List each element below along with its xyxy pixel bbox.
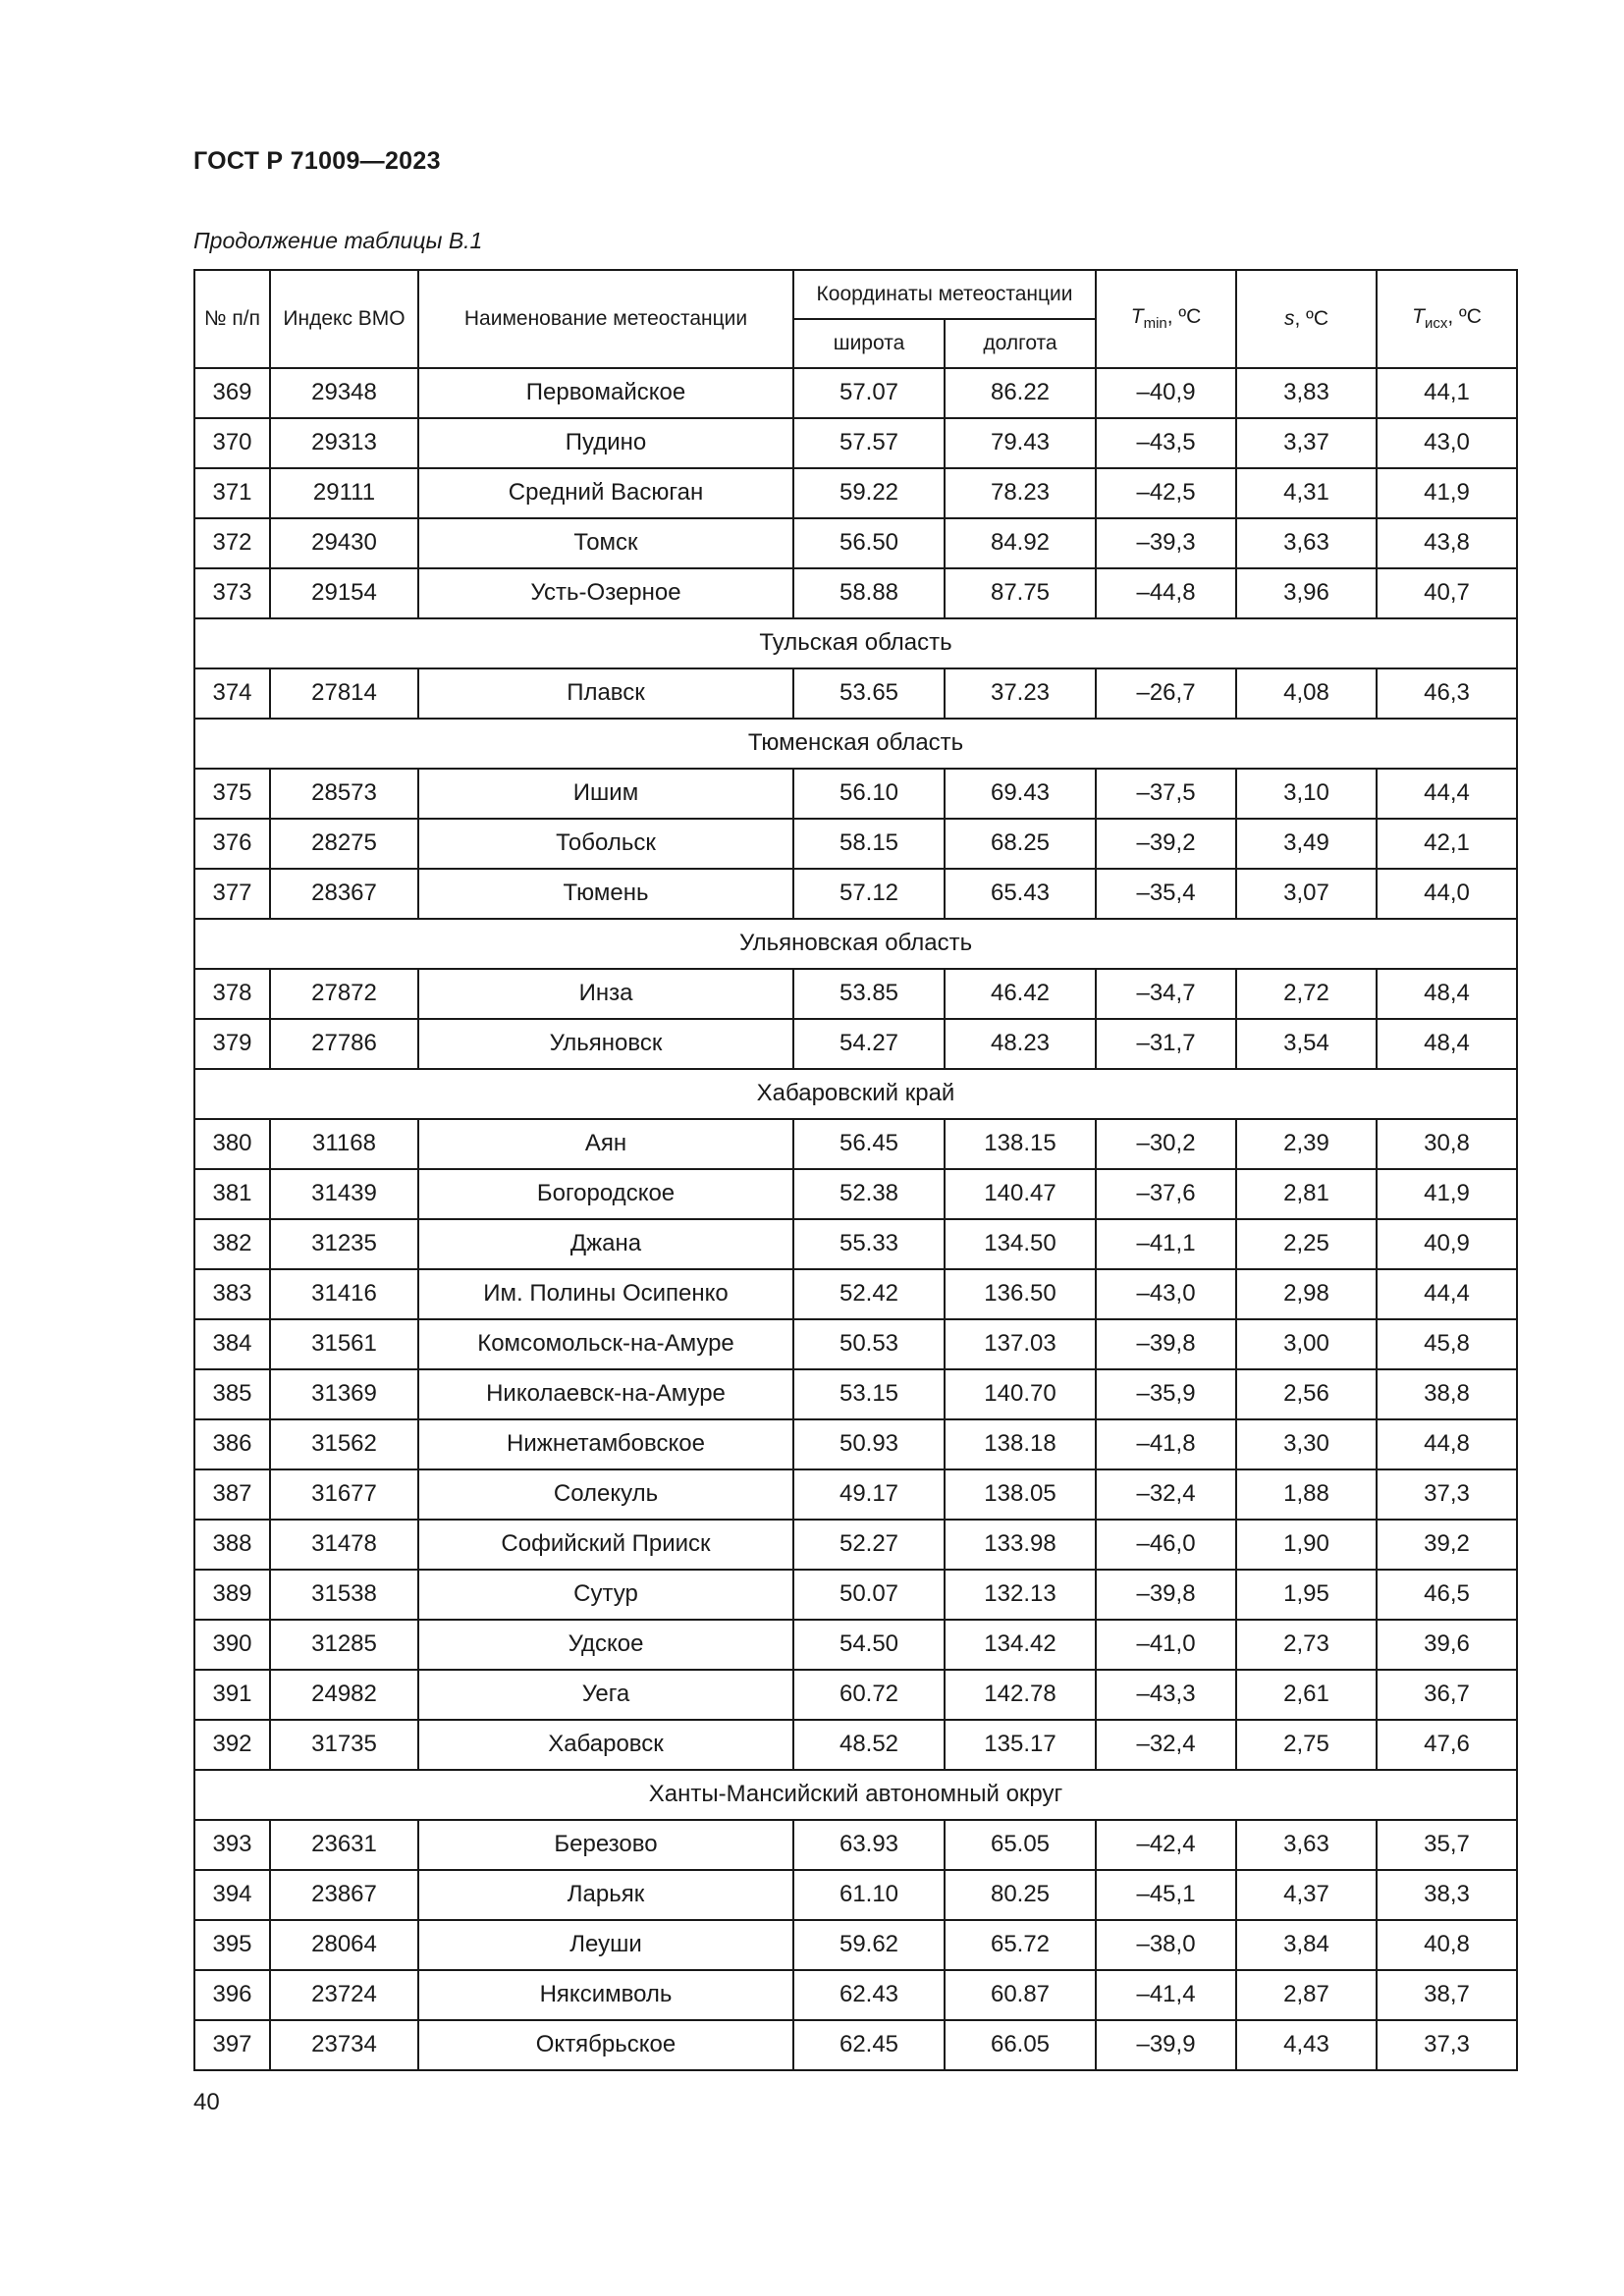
cell-station-name: Нижнетамбовское [418, 1419, 793, 1469]
cell-number: 369 [194, 368, 270, 418]
table-row [194, 468, 1517, 518]
cell-tmin: –42,4 [1096, 1820, 1236, 1870]
cell-s: 2,87 [1236, 1970, 1377, 2020]
cell-s: 2,25 [1236, 1219, 1377, 1269]
cell-wmo-index: 23631 [270, 1820, 418, 1870]
cell-number: 372 [194, 518, 270, 568]
cell-latitude: 53.65 [793, 668, 945, 719]
col-header-longitude: долгота [945, 319, 1096, 368]
cell-tisx: 43,0 [1377, 418, 1517, 468]
document-title: ГОСТ Р 71009—2023 [193, 147, 441, 175]
cell-tmin: –30,2 [1096, 1119, 1236, 1169]
cell-number: 375 [194, 769, 270, 819]
cell-number: 393 [194, 1820, 270, 1870]
col-header-s: s, ºС [1236, 270, 1377, 368]
cell-tisx: 40,9 [1377, 1219, 1517, 1269]
cell-longitude: 87.75 [945, 568, 1096, 618]
cell-latitude: 61.10 [793, 1870, 945, 1920]
cell-longitude: 142.78 [945, 1670, 1096, 1720]
col-header-coordinates: Координаты метеостанции [793, 270, 1096, 319]
cell-tisx: 46,3 [1377, 668, 1517, 719]
cell-s: 2,75 [1236, 1720, 1377, 1770]
cell-wmo-index: 28573 [270, 769, 418, 819]
region-name: Ульяновская область [194, 919, 1517, 969]
table-row [194, 819, 1517, 869]
cell-tmin: –40,9 [1096, 368, 1236, 418]
cell-number: 378 [194, 969, 270, 1019]
cell-longitude: 60.87 [945, 1970, 1096, 2020]
cell-number: 381 [194, 1169, 270, 1219]
cell-longitude: 79.43 [945, 418, 1096, 468]
table-row [194, 1920, 1517, 1970]
table-row [194, 1820, 1517, 1870]
cell-station-name: Аян [418, 1119, 793, 1169]
table-row [194, 418, 1517, 468]
cell-latitude: 57.12 [793, 869, 945, 919]
region-row [194, 618, 1517, 668]
cell-longitude: 135.17 [945, 1720, 1096, 1770]
cell-tmin: –41,4 [1096, 1970, 1236, 2020]
cell-latitude: 49.17 [793, 1469, 945, 1520]
cell-tmin: –43,5 [1096, 418, 1236, 468]
cell-longitude: 138.05 [945, 1469, 1096, 1520]
cell-wmo-index: 29430 [270, 518, 418, 568]
cell-number: 379 [194, 1019, 270, 1069]
cell-number: 385 [194, 1369, 270, 1419]
cell-station-name: Уега [418, 1670, 793, 1720]
table-row [194, 1520, 1517, 1570]
region-name: Ханты-Мансийский автономный округ [194, 1770, 1517, 1820]
table-row [194, 368, 1517, 418]
cell-tisx: 39,6 [1377, 1620, 1517, 1670]
cell-tisx: 39,2 [1377, 1520, 1517, 1570]
cell-number: 374 [194, 668, 270, 719]
table-row [194, 1319, 1517, 1369]
cell-wmo-index: 31677 [270, 1469, 418, 1520]
cell-tisx: 44,4 [1377, 1269, 1517, 1319]
cell-number: 397 [194, 2020, 270, 2070]
cell-station-name: Комсомольск-на-Амуре [418, 1319, 793, 1369]
table-row [194, 1469, 1517, 1520]
cell-tmin: –34,7 [1096, 969, 1236, 1019]
table-row [194, 1219, 1517, 1269]
col-header-number: № п/п [194, 270, 270, 368]
cell-latitude: 52.27 [793, 1520, 945, 1570]
cell-s: 4,37 [1236, 1870, 1377, 1920]
cell-tisx: 48,4 [1377, 1019, 1517, 1069]
cell-number: 384 [194, 1319, 270, 1369]
cell-tisx: 35,7 [1377, 1820, 1517, 1870]
cell-tmin: –41,1 [1096, 1219, 1236, 1269]
cell-station-name: Солекуль [418, 1469, 793, 1520]
cell-wmo-index: 24982 [270, 1670, 418, 1720]
cell-s: 3,37 [1236, 418, 1377, 468]
cell-latitude: 53.85 [793, 969, 945, 1019]
cell-latitude: 56.50 [793, 518, 945, 568]
cell-wmo-index: 27872 [270, 969, 418, 1019]
cell-tisx: 37,3 [1377, 2020, 1517, 2070]
cell-longitude: 48.23 [945, 1019, 1096, 1069]
cell-tisx: 44,4 [1377, 769, 1517, 819]
col-header-wmo-index: Индекс ВМО [270, 270, 418, 368]
cell-station-name: Няксимволь [418, 1970, 793, 2020]
cell-tisx: 38,3 [1377, 1870, 1517, 1920]
cell-tmin: –43,3 [1096, 1670, 1236, 1720]
cell-wmo-index: 29111 [270, 468, 418, 518]
cell-latitude: 59.62 [793, 1920, 945, 1970]
cell-longitude: 133.98 [945, 1520, 1096, 1570]
table-row [194, 2020, 1517, 2070]
cell-longitude: 78.23 [945, 468, 1096, 518]
cell-latitude: 54.50 [793, 1620, 945, 1670]
cell-station-name: Пудино [418, 418, 793, 468]
cell-tisx: 42,1 [1377, 819, 1517, 869]
cell-s: 1,88 [1236, 1469, 1377, 1520]
cell-wmo-index: 27814 [270, 668, 418, 719]
cell-tmin: –37,5 [1096, 769, 1236, 819]
cell-s: 3,10 [1236, 769, 1377, 819]
cell-tmin: –42,5 [1096, 468, 1236, 518]
cell-wmo-index: 23724 [270, 1970, 418, 2020]
cell-number: 371 [194, 468, 270, 518]
cell-s: 3,49 [1236, 819, 1377, 869]
cell-tisx: 41,9 [1377, 1169, 1517, 1219]
cell-station-name: Удское [418, 1620, 793, 1670]
cell-s: 2,72 [1236, 969, 1377, 1019]
cell-longitude: 140.47 [945, 1169, 1096, 1219]
col-header-tisx: $T_{исх}$, ºС [1377, 270, 1517, 368]
cell-tmin: –35,4 [1096, 869, 1236, 919]
page-number: 40 [193, 2089, 220, 2115]
cell-station-name: Богородское [418, 1169, 793, 1219]
cell-tmin: –37,6 [1096, 1169, 1236, 1219]
cell-s: 2,39 [1236, 1119, 1377, 1169]
cell-station-name: Им. Полины Осипенко [418, 1269, 793, 1319]
cell-longitude: 134.50 [945, 1219, 1096, 1269]
cell-number: 387 [194, 1469, 270, 1520]
cell-tisx: 40,8 [1377, 1920, 1517, 1970]
table-row [194, 1369, 1517, 1419]
cell-tisx: 44,0 [1377, 869, 1517, 919]
table-row [194, 1019, 1517, 1069]
cell-latitude: 50.53 [793, 1319, 945, 1369]
cell-s: 3,30 [1236, 1419, 1377, 1469]
cell-wmo-index: 29348 [270, 368, 418, 418]
cell-wmo-index: 31735 [270, 1720, 418, 1770]
cell-number: 388 [194, 1520, 270, 1570]
cell-wmo-index: 29313 [270, 418, 418, 468]
table-row [194, 1419, 1517, 1469]
cell-tmin: –45,1 [1096, 1870, 1236, 1920]
cell-longitude: 136.50 [945, 1269, 1096, 1319]
cell-wmo-index: 29154 [270, 568, 418, 618]
region-row [194, 1770, 1517, 1820]
cell-number: 391 [194, 1670, 270, 1720]
cell-tisx: 48,4 [1377, 969, 1517, 1019]
cell-wmo-index: 27786 [270, 1019, 418, 1069]
cell-tisx: 36,7 [1377, 1670, 1517, 1720]
cell-number: 386 [194, 1419, 270, 1469]
cell-longitude: 138.18 [945, 1419, 1096, 1469]
cell-station-name: Тюмень [418, 869, 793, 919]
cell-latitude: 57.57 [793, 418, 945, 468]
cell-tisx: 45,8 [1377, 1319, 1517, 1369]
cell-tmin: –39,9 [1096, 2020, 1236, 2070]
region-row [194, 1069, 1517, 1119]
cell-latitude: 58.15 [793, 819, 945, 869]
cell-number: 373 [194, 568, 270, 618]
cell-latitude: 58.88 [793, 568, 945, 618]
table-row [194, 518, 1517, 568]
cell-wmo-index: 31168 [270, 1119, 418, 1169]
cell-latitude: 53.15 [793, 1369, 945, 1419]
cell-tisx: 47,6 [1377, 1720, 1517, 1770]
cell-tmin: –44,8 [1096, 568, 1236, 618]
table-row [194, 1970, 1517, 2020]
cell-longitude: 69.43 [945, 769, 1096, 819]
cell-s: 4,31 [1236, 468, 1377, 518]
cell-station-name: Средний Васюган [418, 468, 793, 518]
cell-latitude: 62.43 [793, 1970, 945, 2020]
cell-longitude: 138.15 [945, 1119, 1096, 1169]
cell-tmin: –46,0 [1096, 1520, 1236, 1570]
cell-s: 3,84 [1236, 1920, 1377, 1970]
cell-wmo-index: 23734 [270, 2020, 418, 2070]
table-row [194, 1670, 1517, 1720]
cell-longitude: 65.05 [945, 1820, 1096, 1870]
cell-wmo-index: 31416 [270, 1269, 418, 1319]
cell-wmo-index: 28064 [270, 1920, 418, 1970]
cell-number: 389 [194, 1570, 270, 1620]
cell-longitude: 66.05 [945, 2020, 1096, 2070]
cell-wmo-index: 31478 [270, 1520, 418, 1570]
cell-station-name: Усть-Озерное [418, 568, 793, 618]
region-name: Хабаровский край [194, 1069, 1517, 1119]
cell-tmin: –31,7 [1096, 1019, 1236, 1069]
cell-number: 383 [194, 1269, 270, 1319]
cell-station-name: Николаевск-на-Амуре [418, 1369, 793, 1419]
table-row [194, 1720, 1517, 1770]
cell-s: 3,63 [1236, 518, 1377, 568]
cell-tmin: –35,9 [1096, 1369, 1236, 1419]
cell-tisx: 38,7 [1377, 1970, 1517, 2020]
cell-latitude: 48.52 [793, 1720, 945, 1770]
table-row [194, 1570, 1517, 1620]
table-row [194, 1169, 1517, 1219]
cell-s: 3,83 [1236, 368, 1377, 418]
cell-tisx: 46,5 [1377, 1570, 1517, 1620]
cell-station-name: Ульяновск [418, 1019, 793, 1069]
cell-longitude: 137.03 [945, 1319, 1096, 1369]
cell-latitude: 52.42 [793, 1269, 945, 1319]
header-row-top [194, 270, 1517, 319]
cell-number: 380 [194, 1119, 270, 1169]
cell-s: 4,43 [1236, 2020, 1377, 2070]
cell-s: 2,73 [1236, 1620, 1377, 1670]
cell-s: 1,90 [1236, 1520, 1377, 1570]
stations-table [193, 269, 1518, 2071]
cell-number: 392 [194, 1720, 270, 1770]
cell-s: 3,96 [1236, 568, 1377, 618]
cell-s: 3,00 [1236, 1319, 1377, 1369]
cell-longitude: 140.70 [945, 1369, 1096, 1419]
cell-station-name: Софийский Прииск [418, 1520, 793, 1570]
cell-tmin: –41,8 [1096, 1419, 1236, 1469]
cell-wmo-index: 31561 [270, 1319, 418, 1369]
cell-s: 1,95 [1236, 1570, 1377, 1620]
cell-latitude: 56.10 [793, 769, 945, 819]
col-header-station-name: Наименование метеостанции [418, 270, 793, 368]
table-row [194, 668, 1517, 719]
cell-longitude: 84.92 [945, 518, 1096, 568]
cell-longitude: 65.72 [945, 1920, 1096, 1970]
cell-s: 2,81 [1236, 1169, 1377, 1219]
cell-latitude: 57.07 [793, 368, 945, 418]
cell-station-name: Леуши [418, 1920, 793, 1970]
cell-station-name: Плавск [418, 668, 793, 719]
cell-station-name: Джана [418, 1219, 793, 1269]
cell-longitude: 80.25 [945, 1870, 1096, 1920]
cell-station-name: Октябрьское [418, 2020, 793, 2070]
cell-number: 395 [194, 1920, 270, 1970]
cell-s: 2,98 [1236, 1269, 1377, 1319]
cell-tmin: –32,4 [1096, 1469, 1236, 1520]
cell-s: 2,56 [1236, 1369, 1377, 1419]
cell-longitude: 68.25 [945, 819, 1096, 869]
cell-wmo-index: 31369 [270, 1369, 418, 1419]
cell-tmin: –26,7 [1096, 668, 1236, 719]
cell-latitude: 59.22 [793, 468, 945, 518]
cell-number: 370 [194, 418, 270, 468]
cell-wmo-index: 31538 [270, 1570, 418, 1620]
table-row [194, 869, 1517, 919]
cell-station-name: Хабаровск [418, 1720, 793, 1770]
cell-station-name: Первомайское [418, 368, 793, 418]
cell-tmin: –39,8 [1096, 1319, 1236, 1369]
cell-latitude: 55.33 [793, 1219, 945, 1269]
cell-tisx: 41,9 [1377, 468, 1517, 518]
cell-number: 396 [194, 1970, 270, 2020]
cell-s: 3,54 [1236, 1019, 1377, 1069]
cell-latitude: 63.93 [793, 1820, 945, 1870]
cell-number: 377 [194, 869, 270, 919]
cell-station-name: Ишим [418, 769, 793, 819]
cell-station-name: Ларьяк [418, 1870, 793, 1920]
cell-tisx: 44,8 [1377, 1419, 1517, 1469]
cell-latitude: 50.93 [793, 1419, 945, 1469]
region-name: Тульская область [194, 618, 1517, 668]
table-row [194, 1119, 1517, 1169]
cell-s: 3,63 [1236, 1820, 1377, 1870]
cell-wmo-index: 31235 [270, 1219, 418, 1269]
cell-wmo-index: 31562 [270, 1419, 418, 1469]
region-row [194, 919, 1517, 969]
cell-station-name: Инза [418, 969, 793, 1019]
cell-tmin: –39,2 [1096, 819, 1236, 869]
cell-wmo-index: 28367 [270, 869, 418, 919]
cell-latitude: 50.07 [793, 1570, 945, 1620]
cell-tisx: 38,8 [1377, 1369, 1517, 1419]
table-row [194, 568, 1517, 618]
cell-tisx: 43,8 [1377, 518, 1517, 568]
col-header-tmin: $T_{min}$, ºС [1096, 270, 1236, 368]
region-name: Тюменская область [194, 719, 1517, 769]
cell-longitude: 46.42 [945, 969, 1096, 1019]
cell-wmo-index: 28275 [270, 819, 418, 869]
cell-wmo-index: 31439 [270, 1169, 418, 1219]
cell-tmin: –32,4 [1096, 1720, 1236, 1770]
col-header-latitude: широта [793, 319, 945, 368]
cell-station-name: Сутур [418, 1570, 793, 1620]
cell-longitude: 37.23 [945, 668, 1096, 719]
cell-station-name: Березово [418, 1820, 793, 1870]
cell-number: 382 [194, 1219, 270, 1269]
cell-tisx: 30,8 [1377, 1119, 1517, 1169]
cell-latitude: 52.38 [793, 1169, 945, 1219]
cell-latitude: 62.45 [793, 2020, 945, 2070]
cell-longitude: 132.13 [945, 1570, 1096, 1620]
cell-latitude: 56.45 [793, 1119, 945, 1169]
table-row [194, 969, 1517, 1019]
cell-s: 3,07 [1236, 869, 1377, 919]
cell-wmo-index: 23867 [270, 1870, 418, 1920]
cell-latitude: 54.27 [793, 1019, 945, 1069]
cell-number: 390 [194, 1620, 270, 1670]
region-row [194, 719, 1517, 769]
cell-s: 4,08 [1236, 668, 1377, 719]
cell-tisx: 44,1 [1377, 368, 1517, 418]
cell-tisx: 37,3 [1377, 1469, 1517, 1520]
table-row [194, 1870, 1517, 1920]
cell-tmin: –43,0 [1096, 1269, 1236, 1319]
cell-longitude: 65.43 [945, 869, 1096, 919]
cell-tisx: 40,7 [1377, 568, 1517, 618]
cell-tmin: –39,8 [1096, 1570, 1236, 1620]
table-row [194, 769, 1517, 819]
cell-station-name: Тобольск [418, 819, 793, 869]
cell-latitude: 60.72 [793, 1670, 945, 1720]
table-row [194, 1620, 1517, 1670]
cell-tmin: –41,0 [1096, 1620, 1236, 1670]
cell-longitude: 134.42 [945, 1620, 1096, 1670]
cell-s: 2,61 [1236, 1670, 1377, 1720]
cell-longitude: 86.22 [945, 368, 1096, 418]
table-body [194, 368, 1517, 2070]
cell-number: 376 [194, 819, 270, 869]
table-caption: Продолжение таблицы В.1 [193, 228, 483, 253]
cell-tmin: –39,3 [1096, 518, 1236, 568]
cell-number: 394 [194, 1870, 270, 1920]
cell-wmo-index: 31285 [270, 1620, 418, 1670]
cell-tmin: –38,0 [1096, 1920, 1236, 1970]
table-row [194, 1269, 1517, 1319]
cell-station-name: Томск [418, 518, 793, 568]
